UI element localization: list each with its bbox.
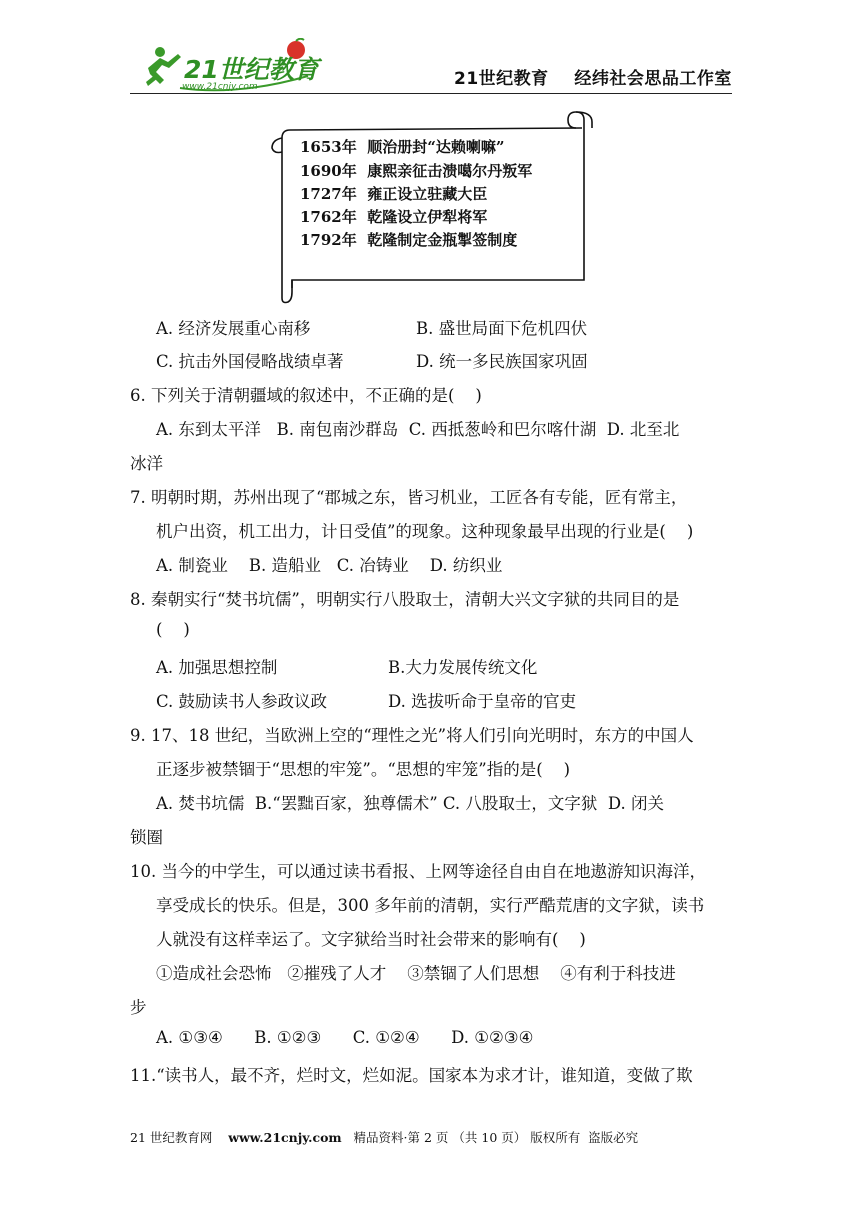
scroll-event: 1653年 顺治册封“达赖喇嘛” xyxy=(300,138,505,156)
logo-url: www.21cnjy.com xyxy=(182,82,258,92)
scroll-event: 1690年 康熙亲征击溃噶尔丹叛军 xyxy=(300,162,533,180)
q8-option-c: C. 鼓励读书人参政议政 xyxy=(156,692,328,711)
q6-options-cont: 冰洋 xyxy=(130,454,163,473)
footer-site-link[interactable]: www.21cnjy.com xyxy=(228,1130,342,1145)
q10-options: A. ①③④ B. ①②③ C. ①②④ D. ①②③④ xyxy=(156,1028,534,1047)
q10-items: ①造成社会恐怖 ②摧残了人才 ③禁锢了人们思想 ④有利于科技进 xyxy=(156,964,676,983)
q10-stem-cont: 享受成长的快乐。但是，300 多年前的清朝，实行严酷荒唐的文字狱，读书 xyxy=(156,896,705,915)
q9-options-cont: 锁圈 xyxy=(130,828,163,847)
q8-stem: 8. 秦朝实行“焚书坑儒”，明朝实行八股取士，清朝大兴文字狱的共同目的是 xyxy=(130,590,680,609)
page-header-title: 21世纪教育 经纬社会思品工作室 xyxy=(454,69,732,89)
q7-stem: 7. 明朝时期，苏州出现了“郡城之东，皆习机业，工匠各有专能，匠有常主， xyxy=(130,488,688,507)
q7-stem-cont: 机户出资，机工出力，计日受值”的现象。这种现象最早出现的行业是( ) xyxy=(156,522,694,541)
footer-right: 精品资料·第 2 页 （共 10 页） 版权所有 盗版必究 xyxy=(341,1130,639,1145)
q8-option-d: D. 选拔听命于皇帝的官吏 xyxy=(388,692,577,711)
q6-options: A. 东到太平洋 B. 南包南沙群岛 C. 西抵葱岭和巴尔喀什湖 D. 北至北 xyxy=(156,420,680,439)
q8-option-b: B.大力发展传统文化 xyxy=(388,658,538,677)
q5-option-d: D. 统一多民族国家巩固 xyxy=(416,352,588,371)
header-divider xyxy=(130,93,732,94)
q5-option-c: C. 抗击外国侵略战绩卓著 xyxy=(156,352,344,371)
site-logo xyxy=(138,38,318,98)
q8-option-a: A. 加强思想控制 xyxy=(156,658,278,677)
footer-left: 21 世纪教育网 xyxy=(130,1130,229,1145)
q10-items-cont: 步 xyxy=(130,998,147,1017)
q11-stem: 11.“读书人，最不齐，烂时文，烂如泥。国家本为求才计，谁知道，变做了欺 xyxy=(130,1066,693,1085)
logo-text: 21世纪教育 xyxy=(184,55,319,84)
q10-stem-cont: 人就没有这样幸运了。文字狱给当时社会带来的影响有( ) xyxy=(156,930,586,949)
page-footer xyxy=(130,1128,638,1146)
q9-options: A. 焚书坑儒 B.“罢黜百家，独尊儒术” C. 八股取士，文字狱 D. 闭关 xyxy=(156,794,665,813)
q8-stem-cont: ( ) xyxy=(156,620,190,639)
scroll-event: 1792年 乾隆制定金瓶掣签制度 xyxy=(300,231,518,249)
scroll-event: 1762年 乾隆设立伊犁将军 xyxy=(300,208,488,226)
q10-stem: 10. 当今的中学生，可以通过读书看报、上网等途径自由自在地遨游知识海洋， xyxy=(130,862,706,881)
q9-stem-cont: 正逐步被禁锢于“思想的牢笼”。“思想的牢笼”指的是( ) xyxy=(156,760,571,779)
q5-option-b: B. 盛世局面下危机四伏 xyxy=(416,319,588,338)
scroll-event: 1727年 雍正设立驻藏大臣 xyxy=(300,185,488,203)
q5-option-a: A. 经济发展重心南移 xyxy=(156,319,311,338)
q9-stem: 9. 17、18 世纪，当欧洲上空的“理性之光”将人们引向光明时，东方的中国人 xyxy=(130,726,694,745)
q6-stem: 6. 下列关于清朝疆域的叙述中，不正确的是( ) xyxy=(130,386,482,405)
q7-options: A. 制瓷业 B. 造船业 C. 冶铸业 D. 纺织业 xyxy=(156,556,503,575)
